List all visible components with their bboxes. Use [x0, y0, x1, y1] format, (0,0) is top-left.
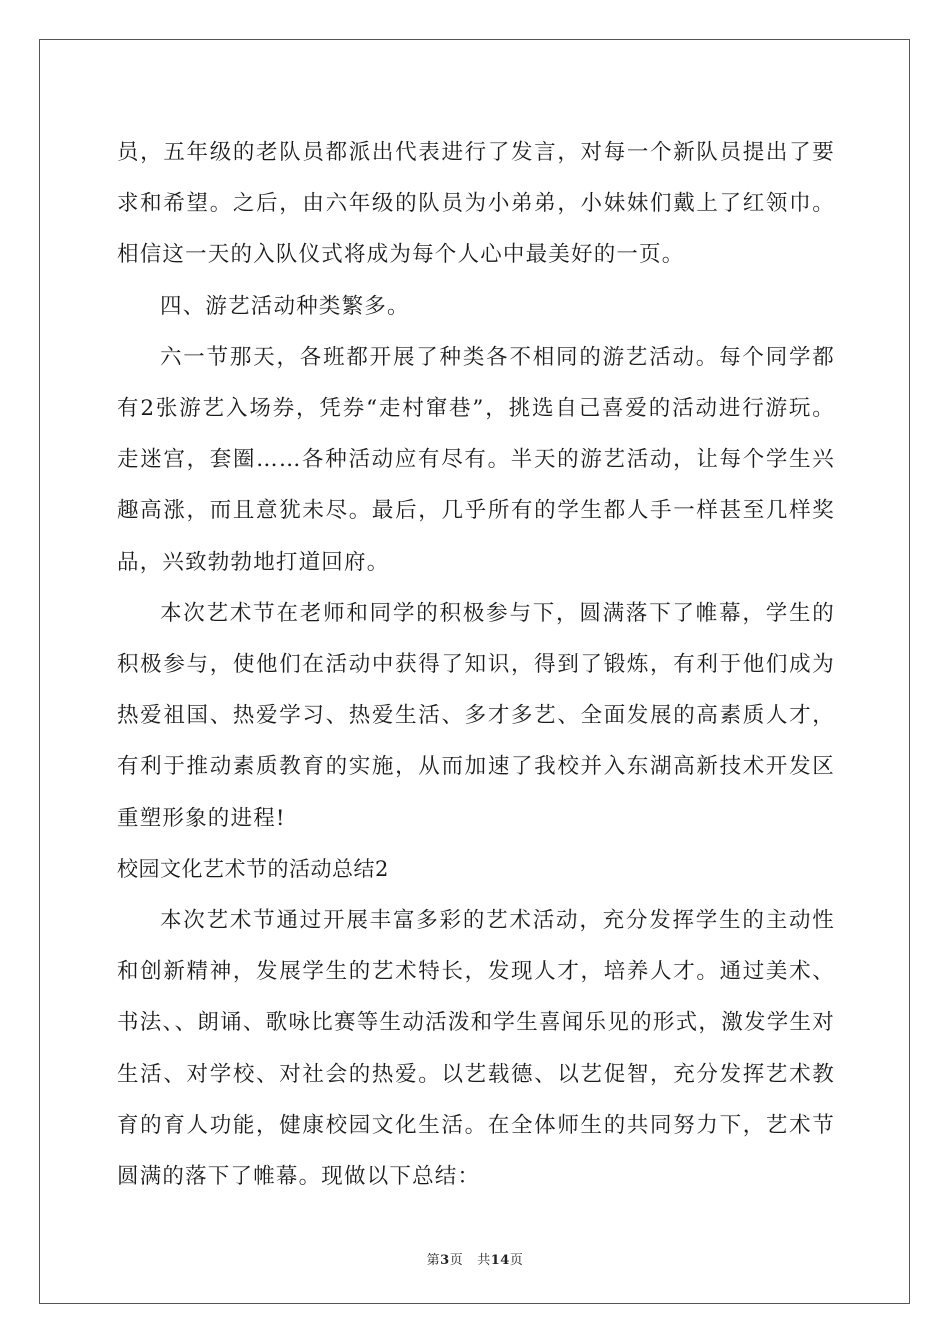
page-prefix: 第	[426, 1253, 441, 1268]
page-suffix: 页	[449, 1253, 464, 1268]
section-subheading: 四、游艺活动种类繁多。	[160, 293, 410, 319]
total-prefix: 共	[477, 1253, 491, 1268]
body-paragraph: 员，五年级的老队员都派出代表进行了发言，对每一个新队员提出了要求和希望。之后，由六年级的队员为小弟弟，小妹妹们戴上了红领巾。相信这一天的入队仪式将成为每个人心中最美好的一页。	[117, 140, 835, 268]
page-footer	[0, 1249, 950, 1268]
total-suffix: 页	[509, 1253, 524, 1268]
body-paragraph: 六一节那天，各班都开展了种类各不相同的游艺活动。每个同学都有2张游艺入场券，凭券“走村窜巷”，挑选自己喜爱的活动进行游玩。走迷宫，套圈……各种活动应有尽有。半天的游艺活动，让每个学生兴趣高涨，而且意犹未尽。最后，几乎所有的学生都人手一样甚至几样奖品，兴致勃勃地打道回府。	[117, 344, 835, 575]
page-number: 3	[440, 1253, 450, 1268]
body-paragraph: 本次艺术节在老师和同学的积极参与下，圆满落下了帷幕，学生的积极参与，使他们在活动中获得了知识，得到了锻炼，有利于他们成为热爱祖国、热爱学习、热爱生活、多才多艺、全面发展的高素质人才，有利于推动素质教育的实施，从而加速了我校并入东湖高新技术开发区重塑形象的进程!	[117, 600, 835, 831]
body-paragraph: 本次艺术节通过开展丰富多彩的艺术活动，充分发挥学生的主动性和创新精神，发展学生的艺术特长，发现人才，培养人才。通过美术、书法、、朗诵、歌咏比赛等生动活泼和学生喜闻乐见的形式，激发学生对生活、对学校、对社会的热爱。以艺载德、以艺促智，充分发挥艺术教育的育人功能，健康校园文化生活。在全体师生的共同努力下，艺术节圆满的落下了帷幕。现做以下总结：	[117, 908, 835, 1190]
section-heading: 校园文化艺术节的活动总结2	[117, 856, 389, 881]
document-body	[117, 127, 835, 1202]
total-pages: 14	[490, 1253, 510, 1268]
